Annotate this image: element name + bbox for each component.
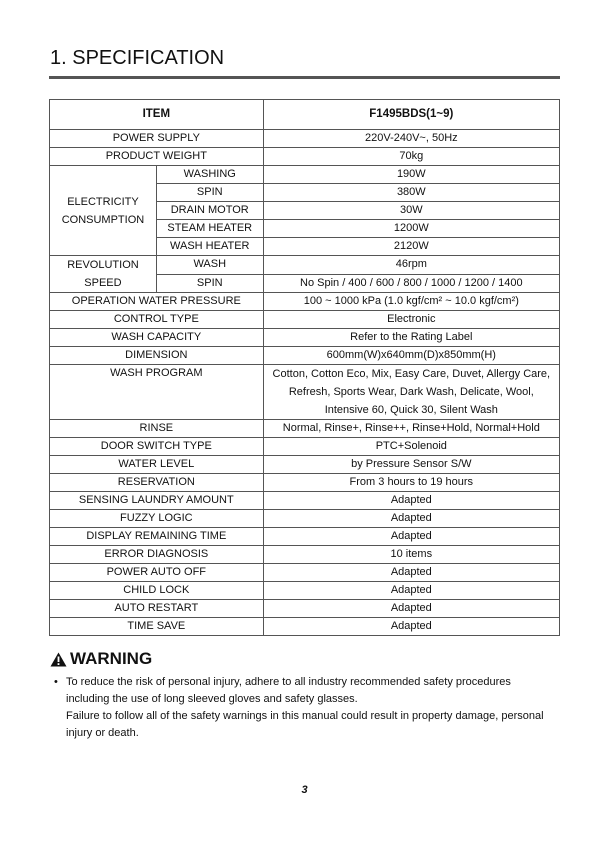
- table-row: [50, 256, 560, 275]
- table-row: [50, 510, 560, 528]
- row-label: PRODUCT WEIGHT: [50, 148, 264, 166]
- row-value: 600mm(W)x640mm(D)x850mm(H): [263, 347, 559, 365]
- wash-program-line: Cotton, Cotton Eco, Mix, Easy Care, Duvet, Allergy Care,: [272, 368, 551, 380]
- row-label: WATER LEVEL: [50, 456, 264, 474]
- page-title: 1. SPECIFICATION: [50, 47, 225, 69]
- row-sublabel: DRAIN MOTOR: [156, 202, 263, 220]
- table-row: [50, 293, 560, 311]
- row-label: CONTROL TYPE: [50, 311, 264, 329]
- row-label: WASH PROGRAM: [50, 365, 264, 420]
- row-label: RINSE: [50, 420, 264, 438]
- row-value: 2120W: [263, 238, 559, 256]
- row-sublabel: SPIN: [156, 274, 263, 293]
- row-label: ERROR DIAGNOSIS: [50, 546, 264, 564]
- row-value: Electronic: [263, 311, 559, 329]
- row-label: OPERATION WATER PRESSURE: [50, 293, 264, 311]
- electricity-label: [50, 166, 157, 256]
- row-label: WASH CAPACITY: [50, 329, 264, 347]
- warning-body: [54, 674, 554, 742]
- warning-text-1: To reduce the risk of personal injury, adhere to all industry recommended safety procedures including the use of long sleeved gloves and safety glasses.: [66, 676, 511, 705]
- row-value: 1200W: [263, 220, 559, 238]
- table-row: [50, 618, 560, 636]
- table-row: [50, 456, 560, 474]
- row-value: From 3 hours to 19 hours: [263, 474, 559, 492]
- row-label: DOOR SWITCH TYPE: [50, 438, 264, 456]
- table-row: [50, 329, 560, 347]
- warning-title: WARNING: [70, 649, 153, 668]
- row-sublabel: WASHING: [156, 166, 263, 184]
- row-value: Adapted: [263, 510, 559, 528]
- wash-program-line: Refresh, Sports Wear, Dark Wash, Delicate, Wool,: [288, 386, 534, 398]
- table-row: [50, 564, 560, 582]
- spec-table: [49, 99, 560, 636]
- bullet: •: [54, 676, 58, 688]
- revolution-label-line1: REVOLUTION: [67, 259, 139, 271]
- row-sublabel: STEAM HEATER: [156, 220, 263, 238]
- row-sublabel: WASH: [156, 256, 263, 275]
- row-value: 10 items: [263, 546, 559, 564]
- row-value: 380W: [263, 184, 559, 202]
- row-label: DISPLAY REMAINING TIME: [50, 528, 264, 546]
- table-row: [50, 365, 560, 420]
- wash-program-line: Intensive 60, Quick 30, Silent Wash: [324, 404, 498, 416]
- table-row: [50, 546, 560, 564]
- row-sublabel: SPIN: [156, 184, 263, 202]
- row-value: by Pressure Sensor S/W: [263, 456, 559, 474]
- row-label: RESERVATION: [50, 474, 264, 492]
- warning-text-2: Failure to follow all of the safety warnings in this manual could result in property damage, personal injury or death.: [66, 710, 544, 739]
- table-row: [50, 600, 560, 618]
- row-label: POWER SUPPLY: [50, 130, 264, 148]
- table-row: [50, 528, 560, 546]
- revolution-label-line2: SPEED: [84, 277, 122, 289]
- table-row: [50, 347, 560, 365]
- header-model: F1495BDS(1~9): [263, 100, 559, 130]
- row-label: POWER AUTO OFF: [50, 564, 264, 582]
- row-value: 46rpm: [263, 256, 559, 275]
- row-label: AUTO RESTART: [50, 600, 264, 618]
- row-value: Adapted: [263, 564, 559, 582]
- wash-program-value: [263, 365, 559, 420]
- row-value: Refer to the Rating Label: [263, 329, 559, 347]
- row-value: No Spin / 400 / 600 / 800 / 1000 / 1200 / 1400: [263, 274, 559, 293]
- row-label: CHILD LOCK: [50, 582, 264, 600]
- row-label: DIMENSION: [50, 347, 264, 365]
- row-label: SENSING LAUNDRY AMOUNT: [50, 492, 264, 510]
- electricity-label-line2: CONSUMPTION: [61, 213, 145, 226]
- row-label: TIME SAVE: [50, 618, 264, 636]
- table-row: [50, 311, 560, 329]
- row-value: 190W: [263, 166, 559, 184]
- table-row: [50, 420, 560, 438]
- row-value: Adapted: [263, 528, 559, 546]
- row-value: 70kg: [263, 148, 559, 166]
- row-value: 100 ~ 1000 kPa (1.0 kgf/cm² ~ 10.0 kgf/cm²): [263, 293, 559, 311]
- row-value: Adapted: [263, 582, 559, 600]
- row-value: Adapted: [263, 600, 559, 618]
- table-row: [50, 438, 560, 456]
- title-rule: [49, 76, 560, 79]
- table-header-row: [50, 100, 560, 130]
- table-row: [50, 474, 560, 492]
- table-row: [50, 130, 560, 148]
- table-row: [50, 166, 560, 184]
- row-value: Normal, Rinse+, Rinse++, Rinse+Hold, Normal+Hold: [263, 420, 559, 438]
- table-row: [50, 492, 560, 510]
- row-value: 30W: [263, 202, 559, 220]
- row-sublabel: WASH HEATER: [156, 238, 263, 256]
- electricity-label-line1: ELECTRICITY: [67, 195, 139, 208]
- row-value: Adapted: [263, 492, 559, 510]
- table-row: [50, 582, 560, 600]
- warning-triangle-icon: [50, 652, 67, 667]
- table-row: [50, 148, 560, 166]
- header-item: ITEM: [50, 100, 264, 130]
- row-value: PTC+Solenoid: [263, 438, 559, 456]
- row-value: 220V-240V~, 50Hz: [263, 130, 559, 148]
- row-label: FUZZY LOGIC: [50, 510, 264, 528]
- revolution-label: [50, 256, 157, 293]
- page-number: 3: [301, 784, 308, 796]
- row-value: Adapted: [263, 618, 559, 636]
- warning-heading: [50, 649, 152, 669]
